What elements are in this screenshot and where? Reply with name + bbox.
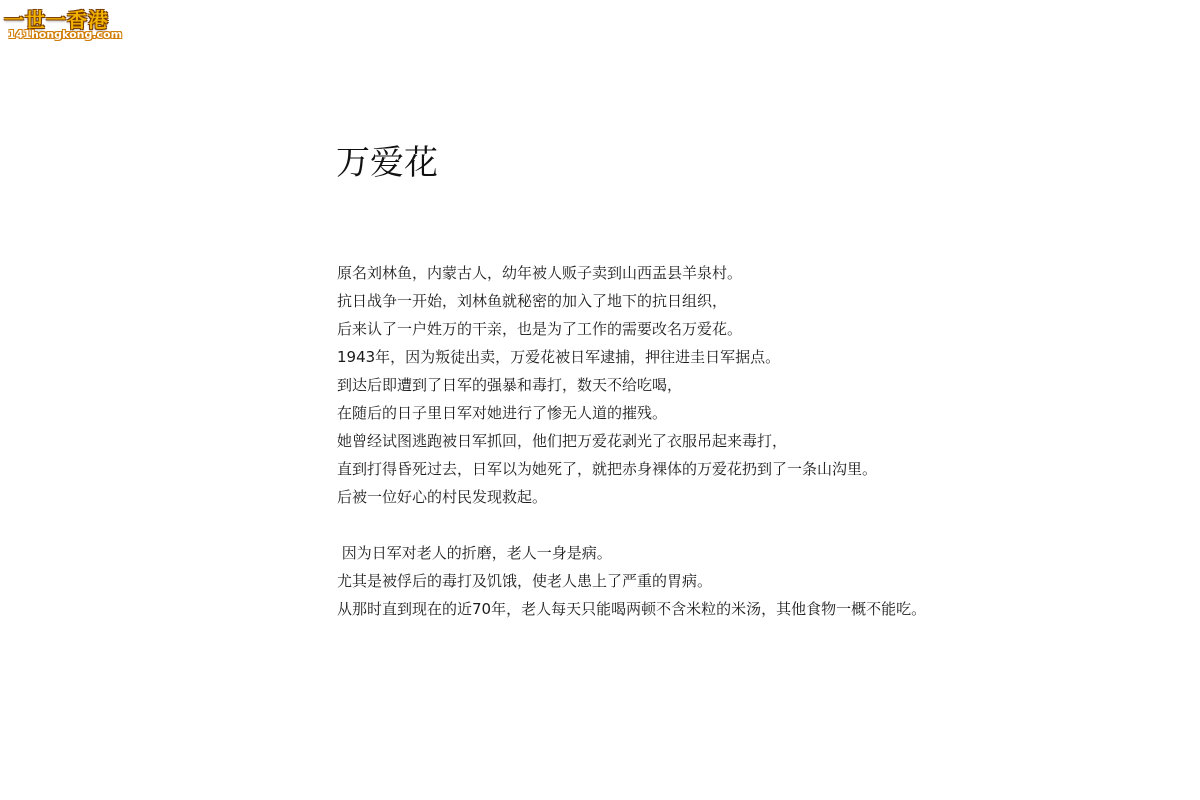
text-line: 抗日战争一开始，刘林鱼就秘密的加入了地下的抗日组织， [337,292,728,310]
text-line: 原名刘林鱼，内蒙古人，幼年被人贩子卖到山西盂县羊泉村。 [337,264,743,282]
site-logo-url: 141hongkong.com [8,28,123,41]
site-logo[interactable] [4,4,126,44]
text-line: 直到打得昏死过去，日军以为她死了，就把赤身裸体的万爱花扔到了一条山沟里。 [337,460,878,478]
page-title: 万爱花 [336,143,438,183]
text-line: 到达后即遭到了日军的强暴和毒打，数天不给吃喝， [337,376,683,394]
text-line: 后来认了一户姓万的干亲，也是为了工作的需要改名万爱花。 [337,320,743,338]
text-line: 1943年，因为叛徒出卖，万爱花被日军逮捕，押往进圭日军据点。 [337,348,781,366]
paragraph-2 [337,539,1137,623]
site-logo-text: 一世一香港 [4,8,109,32]
text-line: 她曾经试图逃跑被日军抓回，他们把万爱花剥光了衣服吊起来毒打， [337,432,788,450]
paragraph-1 [337,259,1137,511]
text-line: 从那时直到现在的近70年，老人每天只能喝两顿不含米粒的米汤，其他食物一概不能吃。 [337,600,927,618]
text-line: 因为日军对老人的折磨，老人一身是病。 [337,544,612,562]
text-line: 后被一位好心的村民发现救起。 [337,488,548,506]
text-line: 在随后的日子里日军对她进行了惨无人道的摧残。 [337,404,668,422]
article-body [337,259,1137,651]
text-line: 尤其是被俘后的毒打及饥饿，使老人患上了严重的胃病。 [337,572,713,590]
